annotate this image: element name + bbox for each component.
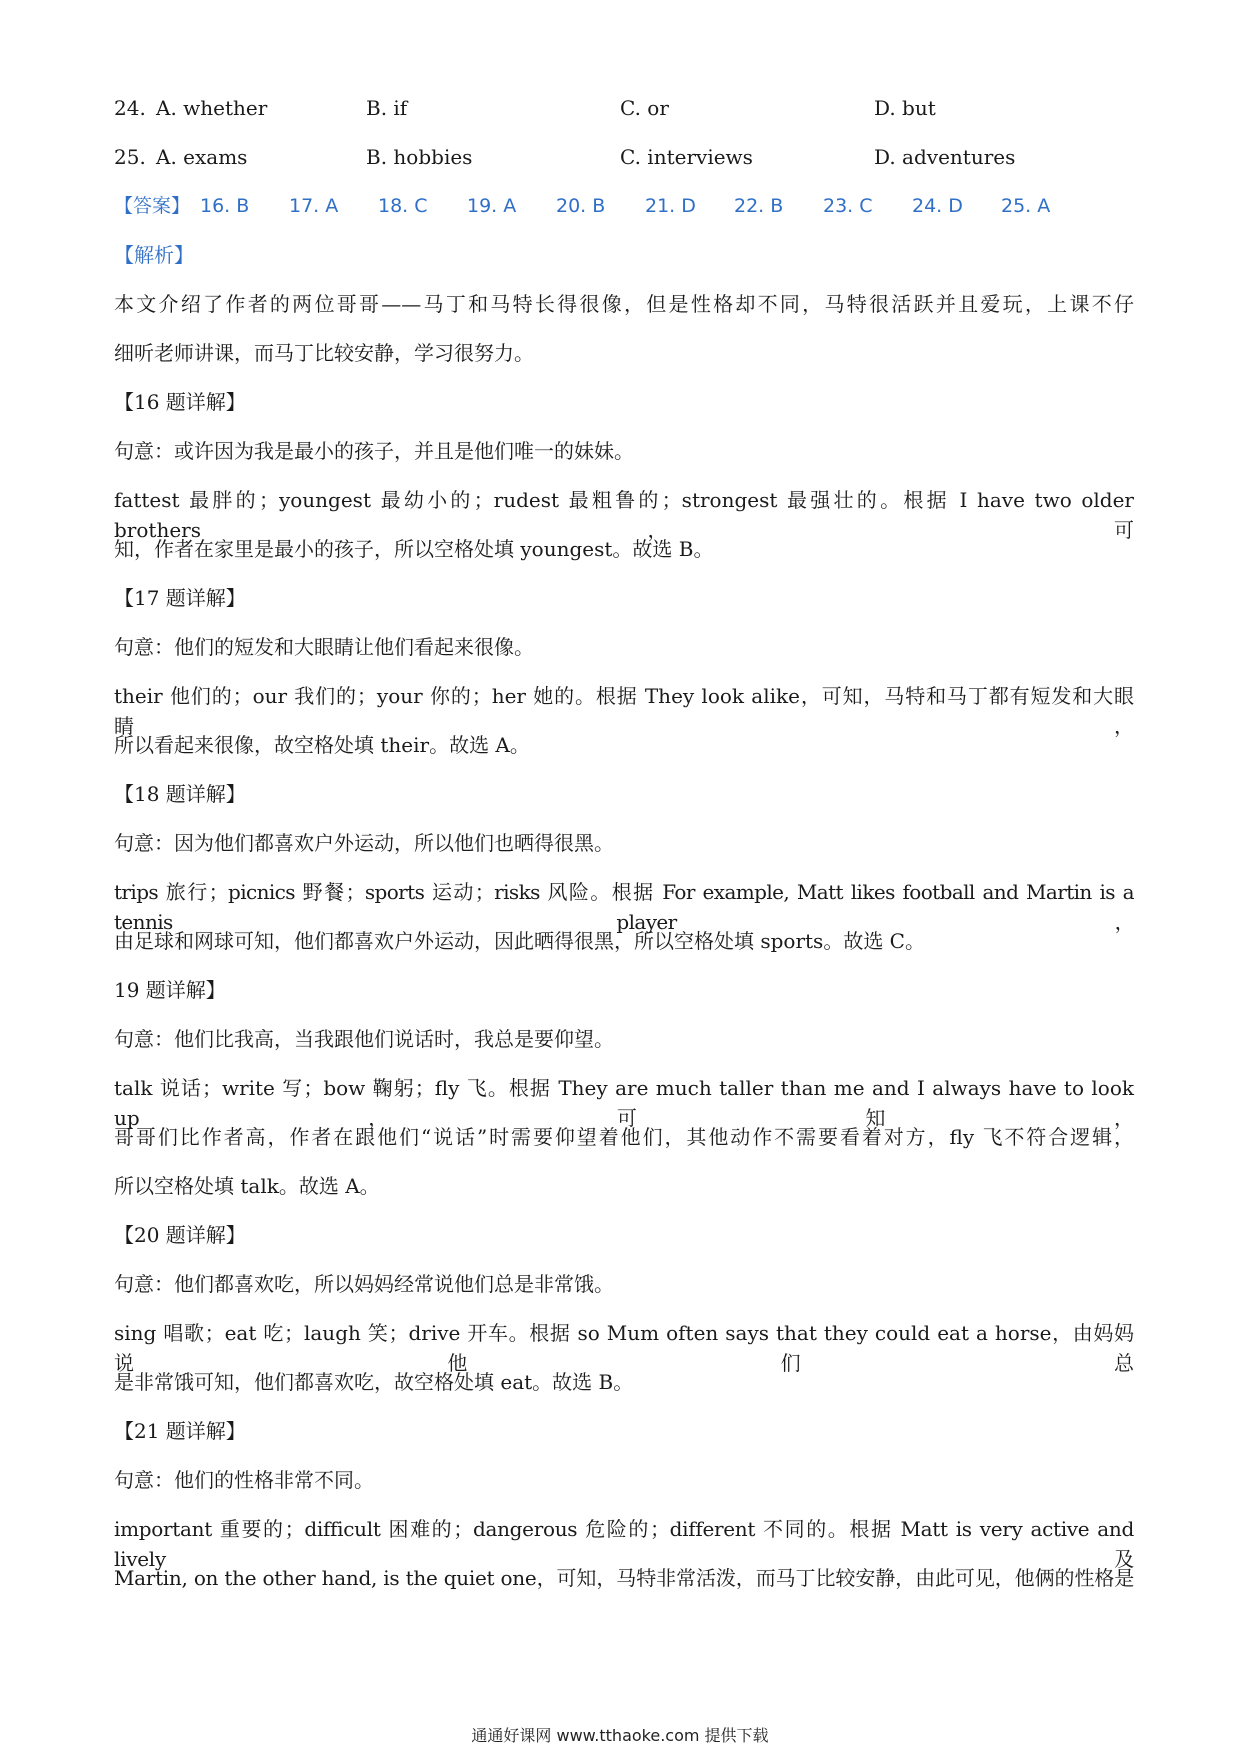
q21-heading: 【21 题详解】 [114,1419,246,1443]
q16-explanation: fattest 最胖的；youngest 最幼小的；rudest 最粗鲁的；strongest 最强壮的。根据 I have two older brothers，可 [114,488,1134,542]
answer-item: 20. B [556,195,606,217]
q19-explanation: 哥哥们比作者高，作者在跟他们“说话”时需要仰望着他们，其他动作不需要看着对方，fly 飞不符合逻辑， [114,1125,1134,1149]
answer-item: 24. D [912,195,963,217]
q20-meaning: 句意：他们都喜欢吃，所以妈妈经常说他们总是非常饿。 [114,1272,614,1296]
answer-item: 23. C [823,195,873,217]
question-number: 24. [114,96,146,120]
option-d: D. adventures [874,145,1016,169]
answer-item: 17. A [289,195,339,217]
question-number: 25. [114,145,146,169]
option-c: C. or [620,96,669,120]
option-b: B. hobbies [366,145,473,169]
answer-item: 21. D [645,195,696,217]
answer-item: 18. C [378,195,428,217]
q21-meaning: 句意：他们的性格非常不同。 [114,1468,374,1492]
q20-explanation: 是非常饿可知，他们都喜欢吃，故空格处填 eat。故选 B。 [114,1370,634,1394]
page-footer: 通通好课网 www.tthaoke.com 提供下载 [471,1726,769,1745]
q20-explanation: sing 唱歌；eat 吃；laugh 笑；drive 开车。根据 so Mum often says that they could eat a horse，由妈妈说他们总 [114,1321,1134,1375]
option-a: A. whether [156,96,268,120]
q19-explanation: talk 说话；write 写；bow 鞠躬；fly 飞。根据 They are much taller than me and I always have to look up，可知， [114,1076,1134,1130]
answer-key [114,191,1134,221]
question-25-options [114,142,1134,172]
answer-item: 19. A [467,195,517,217]
analysis-label: 【解析】 [114,243,194,267]
q18-heading: 【18 题详解】 [114,782,246,806]
q21-explanation: important 重要的；difficult 困难的；dangerous 危险的；different 不同的。根据 Matt is very active and lively 及 [114,1517,1134,1571]
q21-explanation: Martin, on the other hand, is the quiet one，可知，马特非常活泼，而马丁比较安静，由此可见，他俩的性格是 [114,1566,1134,1590]
summary-line: 细听老师讲课，而马丁比较安静，学习很努力。 [114,341,534,365]
q16-meaning: 句意：或许因为我是最小的孩子，并且是他们唯一的妹妹。 [114,439,634,463]
q16-explanation: 知，作者在家里是最小的孩子，所以空格处填 youngest。故选 B。 [114,537,714,561]
option-d: D. but [874,96,936,120]
q17-explanation: their 他们的；our 我们的；your 你的；her 她的。根据 They look alike，可知，马特和马丁都有短发和大眼睛， [114,684,1134,738]
q18-explanation: 由足球和网球可知，他们都喜欢户外运动，因此晒得很黑，所以空格处填 sports。故选 C。 [114,929,925,953]
q19-heading: 19 题详解】 [114,978,226,1002]
answer-item: 16. B [200,195,250,217]
q19-explanation: 所以空格处填 talk。故选 A。 [114,1174,380,1198]
option-b: B. if [366,96,408,120]
q19-meaning: 句意：他们比我高，当我跟他们说话时，我总是要仰望。 [114,1027,614,1051]
answer-label: 【答案】 [114,195,191,217]
summary-line: 本文介绍了作者的两位哥哥——马丁和马特长得很像，但是性格却不同，马特很活跃并且爱玩，上课不仔 [114,292,1134,316]
answer-item: 22. B [734,195,784,217]
q17-heading: 【17 题详解】 [114,586,246,610]
option-a: A. exams [156,145,248,169]
q17-meaning: 句意：他们的短发和大眼睛让他们看起来很像。 [114,635,534,659]
option-c: C. interviews [620,145,753,169]
q17-explanation: 所以看起来很像，故空格处填 their。故选 A。 [114,733,530,757]
q20-heading: 【20 题详解】 [114,1223,246,1247]
q18-explanation: trips 旅行；picnics 野餐；sports 运动；risks 风险。根据 For example, Matt likes football and Martin is a tennis player， [114,880,1134,934]
answer-item: 25. A [1001,195,1051,217]
q18-meaning: 句意：因为他们都喜欢户外运动，所以他们也晒得很黑。 [114,831,614,855]
q16-heading: 【16 题详解】 [114,390,246,414]
question-24-options [114,93,1134,123]
